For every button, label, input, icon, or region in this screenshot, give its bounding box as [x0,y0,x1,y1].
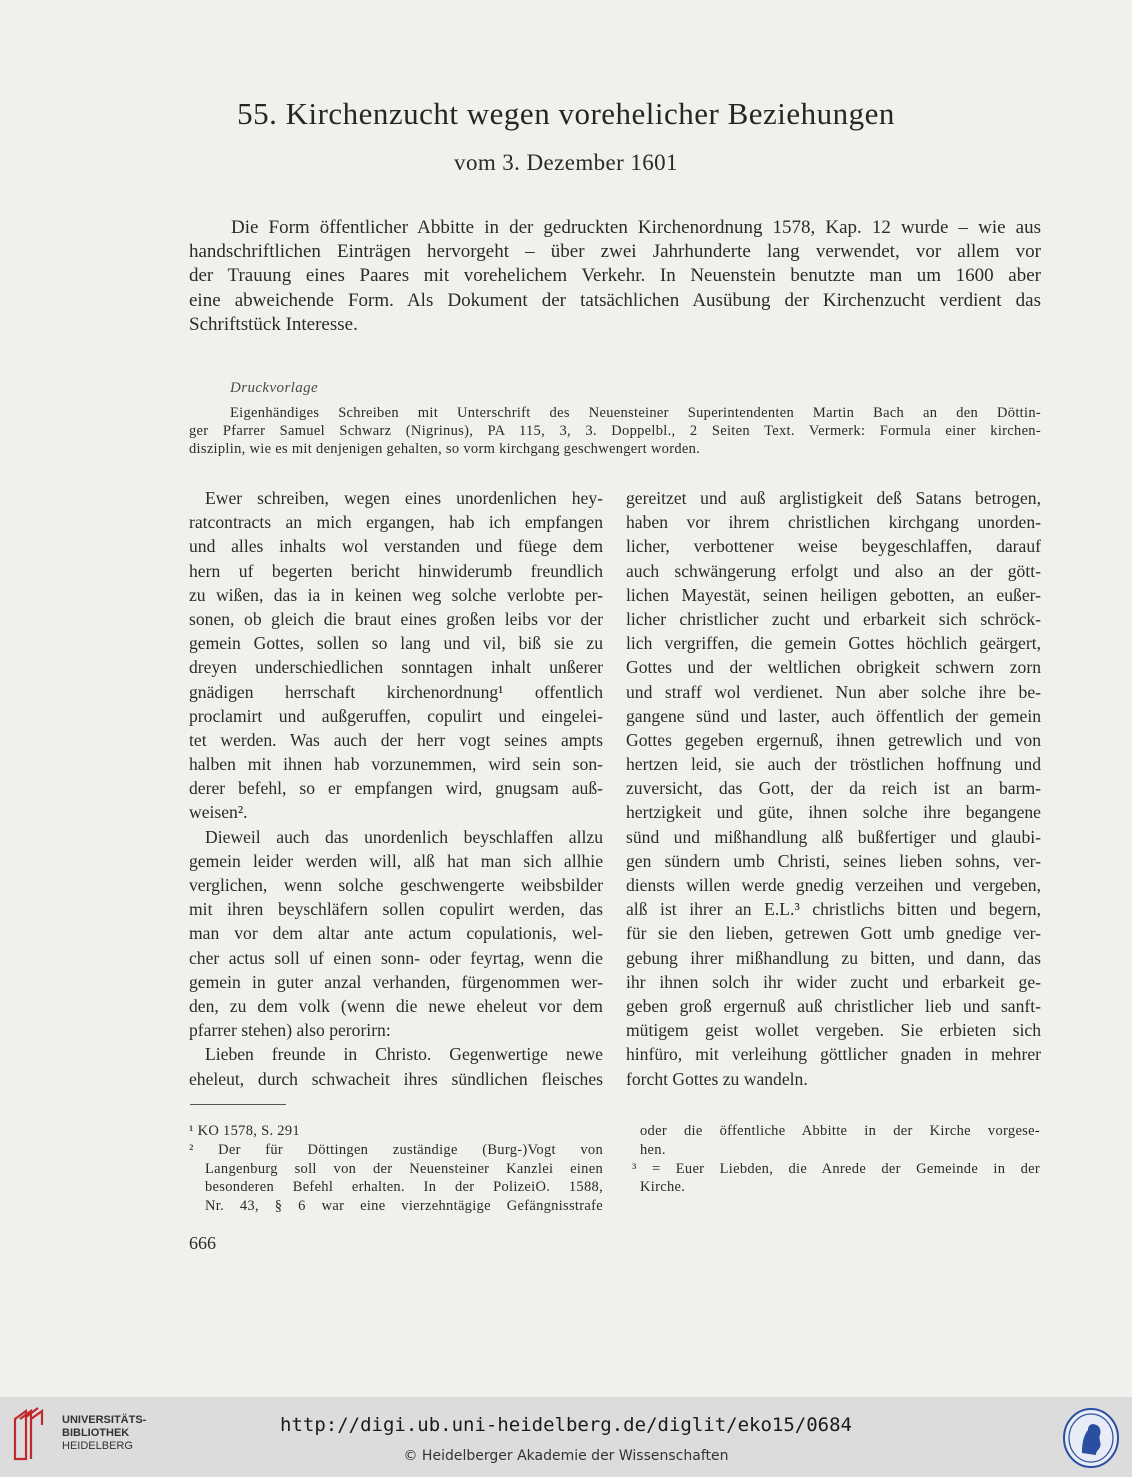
library-name-line: BIBLIOTHEK [62,1427,130,1439]
text-line: hinfüro, mit verleihung göttlicher gnaden in mehrer [626,1044,1041,1065]
text-line: sünd und mißhandlung alß bußfertiger und glaubi- [626,826,1041,847]
viewer-footer [0,1397,1132,1477]
text-line: haben vor ihrem christlichen kirchgang unorden- [626,512,1041,533]
footnotes-left [189,1122,603,1216]
intro-line: eine abweichende Form. Als Dokument der tatsächlichen Ausübung der Kirchenzucht verdient das [189,289,1041,311]
text-line: mit ihren beyschläfern sollen copulirt werden, das [189,899,603,920]
library-name-line: UNIVERSITÄTS- [62,1414,147,1426]
druckvorlage-text [189,404,1041,458]
text-line: alß ist ihrer an E.L.³ christlichs bitten und begern, [626,899,1041,920]
text-line: derer befehl, so er empfangen wird, gnugsam auß- [189,778,603,799]
text-line: und straff wol verdienet. Nun aber solche ihre be- [626,681,1041,702]
text-line: lichen Mayestät, seinen heiligen gebotten, an eußer- [626,584,1041,605]
text-line: und alles inhalts wol verstanden und füege dem [189,536,603,557]
text-line: auch schwängerung erfolgt und also an der gött- [626,560,1041,581]
page-number: 666 [189,1233,216,1253]
text-line: eheleut, durch schwacheit ihres sündlichen fleisches [189,1068,603,1089]
text-line: cher actus soll uf einen sonn- oder feyrtag, wenn die [189,947,603,968]
text-line: diensts willen werde gnedig verzeihen und vergeben, [626,875,1041,895]
druckvorlage-line: Eigenhändiges Schreiben mit Unterschrift des Neuensteiner Superintendenten Martin Bach an den Döttin- [230,405,1041,421]
copyright-notice: © Heidelberger Akademie der Wissenschaften [403,1448,729,1464]
text-line: sonen, ob gleich die braut eines großen leibs vor der [189,608,603,629]
text-line: Gottes gegeben ergernuß, ihnen getrewlich und von [626,729,1041,750]
academy-seal-icon[interactable] [1062,1407,1120,1469]
text-line: für sie den lieben, getrewen Gott umb gnedige ver- [626,923,1041,944]
text-line: Dieweil auch das unordenlich beyschlaffen allzu [205,826,603,847]
footnote-line: ¹ KO 1578, S. 291 [189,1123,300,1139]
text-line: licher, verbottener weise beygeschlaffen, darauf [626,536,1041,557]
text-line: gen sündern umb Christi, seines lieben sohns, ver- [626,850,1041,871]
footnote-line: hen. [640,1141,666,1158]
text-line: verglichen, wenn solche geschwengerte weibsbilder [189,875,603,895]
text-line: zuversicht, das Gott, der da reich ist an barm- [626,778,1041,799]
text-line: ihr ihnen solch ihr wider zucht und erbarkeit ge- [626,971,1041,992]
left-column [189,486,603,1091]
footnote-line: Kirche. [640,1179,686,1196]
text-line: Lieben freunde in Christo. Gegenwertige newe [205,1044,603,1065]
intro-line: Die Form öffentlicher Abbitte in der gedruckten Kirchenordnung 1578, Kap. 12 wurde – wie aus [231,217,1041,238]
text-line: gemein in guter anzal verhanden, fürgenommen wer- [189,971,603,992]
text-line: licher christlicher zucht und erbarkeit sich schröck- [626,608,1041,629]
druckvorlage-line: ger Pfarrer Samuel Schwarz (Nigrinus), PA 115, 3, 3. Doppelbl., 2 Seiten Text. Vermerk: Formula einer kirchen- [189,423,1041,439]
druckvorlage-line: disziplin, wie es mit denjenigen gehalten, so vorm kirchgang geschwengert worden. [189,441,701,457]
page-title: 55. Kirchenzucht wegen vorehelicher Beziehungen [237,96,895,131]
text-line: forcht Gottes zu wandeln. [626,1068,808,1089]
text-line: Gottes und der weltlichen obrigkeit schwern zorn [626,657,1041,678]
text-line: tet werden. Was auch der herr vogt seines ampts [189,729,603,750]
text-line: gnädigen herrschaft kirchenordnung¹ offentlich [189,681,603,702]
text-line: zu wißen, das ia in keinen weg solche verlobte per- [189,584,603,605]
footnote-line: ³ = Euer Liebden, die Anrede der Gemeinde in der [632,1160,1040,1177]
text-line: dreyen underschiedlichen sonntagen inhalt unßerer [189,657,603,678]
text-line: gebung ihrer mißhandlung zu bitten, und dann, das [626,947,1041,968]
text-line: gemein Gottes, sollen so lang und vil, biß sie zu [189,633,603,654]
text-line: man vor dem altar ante actum copulationis, wel- [189,923,603,944]
text-line: hertzen leid, sie auch der tröstlichen hoffnung und [626,754,1041,775]
intro-paragraph [189,216,1041,337]
text-line: pfarrer stehen) also perorirn: [189,1020,391,1041]
text-line: hertzigkeit und güte, ihnen solche ihre begangene [626,802,1041,823]
text-line: mütigem geist wollet vergeben. Sie erbieten sich [626,1020,1041,1041]
text-line: gangene sünd und laster, auch öffentlich der gemein [626,705,1041,726]
text-line: halben mit ihnen hab vorzunemmen, wird sein son- [189,754,603,775]
text-line: gemein leider werden will, alß hat man sich allhie [189,850,603,871]
footnote-divider [190,1104,286,1105]
footnote-line: ² Der für Döttingen zuständige (Burg-)Vogt von [189,1141,603,1158]
footnote-line: Nr. 43, § 6 war eine vierzehntägige Gefängnisstrafe [205,1198,603,1215]
text-line: lich vergriffen, die gemein Gottes höchlich geärgert, [626,633,1041,654]
document-url-link[interactable]: http://digi.ub.uni-heidelberg.de/diglit/eko15/0684 [280,1414,852,1436]
right-column [626,486,1041,1091]
intro-line: handschriftlichen Einträgen hervorgeht – über zwei Jahrhunderte lang verwendet, vor allem vor [189,241,1041,263]
intro-line: der Trauung eines Paares mit vorehelichem Verkehr. In Neuenstein benutzte man um 1600 aber [189,265,1041,287]
text-line: hern uf begerten bericht hinwiderumb freundlich [189,560,603,581]
intro-line: Schriftstück Interesse. [189,313,358,335]
text-line: gereitzet und auß arglistigkeit deß Satans betrogen, [626,488,1041,508]
druckvorlage-heading: Druckvorlage [230,380,319,396]
footnote-line: besonderen Befehl erhalten. In der PolizeiO. 1588, [205,1179,603,1196]
text-line: Ewer schreiben, wegen eines unordenlichen hey- [205,488,603,508]
footnote-line: oder die öffentliche Abbitte in der Kirche vorgese- [640,1123,1040,1139]
text-line: geben groß ergernuß auß christlicher lieb und sanft- [626,995,1041,1016]
footnotes-right [632,1122,1040,1197]
library-name-line: HEIDELBERG [62,1440,133,1452]
text-line: proclamirt und außgeruffen, copulirt und eingelei- [189,705,603,726]
text-line: weisen². [189,802,248,823]
text-line: ratcontracts an mich ergangen, hab ich empfangen [189,512,603,533]
footnote-line: Langenburg soll von der Neuensteiner Kanzlei einen [205,1160,603,1177]
page-subtitle: vom 3. Dezember 1601 [454,150,678,175]
text-line: den, zu dem volk (wenn die newe eheleut vor dem [189,995,603,1016]
